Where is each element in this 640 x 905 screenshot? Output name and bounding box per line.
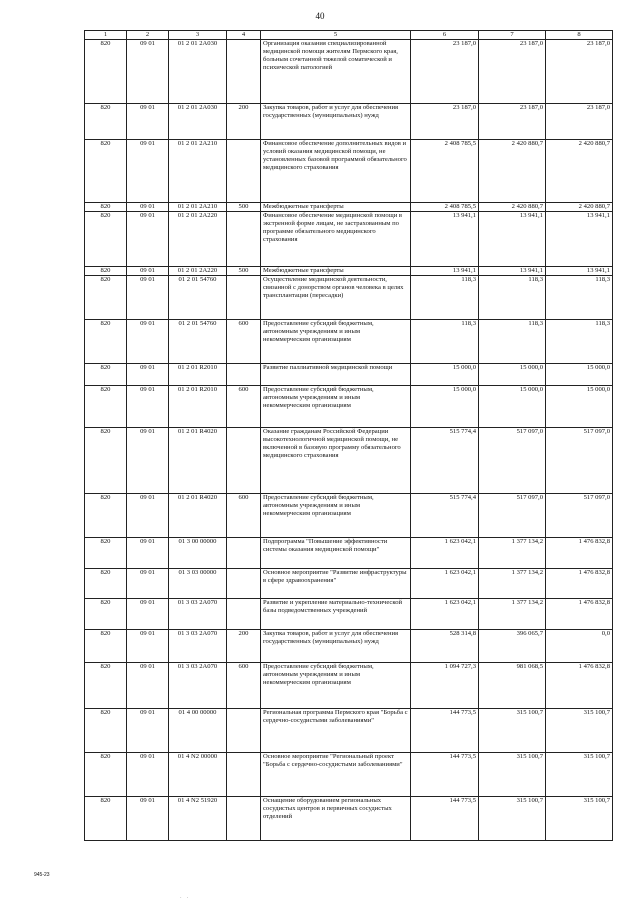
target-article-cell: 01 4 N2 00000 [169, 753, 227, 797]
amount-col8-cell: 23 187,0 [546, 104, 613, 140]
description-cell: Региональная программа Пермского края "Борьба с сердечно-сосудистыми заболеваниями" [261, 709, 411, 753]
table-row [85, 267, 613, 276]
amount-col7-cell: 1 377 134,2 [479, 538, 546, 569]
section-code-cell: 09 01 [127, 320, 169, 364]
footer-code: 945-23 [34, 872, 50, 878]
description-cell: Развитие паллиативной медицинской помощи [261, 364, 411, 386]
header-row [85, 31, 613, 40]
amount-col8-cell: 118,3 [546, 276, 613, 320]
column-header-7: 7 [479, 31, 546, 40]
description-cell: Предоставление субсидий бюджетным, автономным учреждениям и иным некоммерческим организациям [261, 386, 411, 428]
section-code-cell: 09 01 [127, 203, 169, 212]
expense-type-cell [227, 797, 261, 841]
target-article-cell: 01 3 00 00000 [169, 538, 227, 569]
description-cell: Организация оказания специализированной медицинской помощи жителям Пермского края, больным сочетанной тяжелой соматической и психической патологией [261, 40, 411, 104]
amount-col6-cell: 15 000,0 [411, 364, 479, 386]
ved-code-cell: 820 [85, 663, 127, 709]
amount-col6-cell: 2 408 785,5 [411, 203, 479, 212]
amount-col8-cell: 118,3 [546, 320, 613, 364]
target-article-cell: 01 2 01 54760 [169, 320, 227, 364]
budget-table [84, 30, 613, 841]
target-article-cell: 01 2 01 2A030 [169, 104, 227, 140]
description-cell: Развитие и укрепление материально-технической базы подведомственных учреждений [261, 599, 411, 630]
expense-type-cell [227, 599, 261, 630]
amount-col7-cell: 15 000,0 [479, 386, 546, 428]
ved-code-cell: 820 [85, 569, 127, 599]
amount-col8-cell: 15 000,0 [546, 386, 613, 428]
target-article-cell: 01 3 03 00000 [169, 569, 227, 599]
table-row [85, 599, 613, 630]
ved-code-cell: 820 [85, 267, 127, 276]
expense-type-cell [227, 212, 261, 267]
column-header-5: 5 [261, 31, 411, 40]
amount-col8-cell: 23 187,0 [546, 40, 613, 104]
ved-code-cell: 820 [85, 40, 127, 104]
section-code-cell: 09 01 [127, 104, 169, 140]
amount-col6-cell: 23 187,0 [411, 40, 479, 104]
expense-type-cell: 200 [227, 630, 261, 663]
amount-col7-cell: 13 941,1 [479, 212, 546, 267]
expense-type-cell: 500 [227, 203, 261, 212]
section-code-cell: 09 01 [127, 267, 169, 276]
section-code-cell: 09 01 [127, 212, 169, 267]
amount-col8-cell: 315 100,7 [546, 797, 613, 841]
amount-col6-cell: 144 773,5 [411, 753, 479, 797]
amount-col7-cell: 23 187,0 [479, 40, 546, 104]
amount-col8-cell: 1 476 832,8 [546, 663, 613, 709]
table-row [85, 569, 613, 599]
description-cell: Подпрограмма "Повышение эффективности системы оказания медицинской помощи" [261, 538, 411, 569]
target-article-cell: 01 3 03 2A070 [169, 663, 227, 709]
expense-type-cell: 200 [227, 104, 261, 140]
expense-type-cell [227, 140, 261, 203]
amount-col7-cell: 15 000,0 [479, 364, 546, 386]
column-header-1: 1 [85, 31, 127, 40]
expense-type-cell: 600 [227, 320, 261, 364]
table-row [85, 276, 613, 320]
amount-col8-cell: 2 420 880,7 [546, 203, 613, 212]
table-row [85, 203, 613, 212]
amount-col8-cell: 1 476 832,8 [546, 599, 613, 630]
amount-col8-cell: 2 420 880,7 [546, 140, 613, 203]
section-code-cell: 09 01 [127, 569, 169, 599]
section-code-cell: 09 01 [127, 753, 169, 797]
section-code-cell: 09 01 [127, 599, 169, 630]
ved-code-cell: 820 [85, 386, 127, 428]
amount-col7-cell: 315 100,7 [479, 797, 546, 841]
amount-col8-cell: 1 476 832,8 [546, 538, 613, 569]
column-header-3: 3 [169, 31, 227, 40]
column-header-2: 2 [127, 31, 169, 40]
ved-code-cell: 820 [85, 630, 127, 663]
scan-artifact: · · [180, 896, 191, 901]
table-row [85, 630, 613, 663]
description-cell: Основное мероприятие "Региональный проект "Борьба с сердечно-сосудистыми заболеваниями" [261, 753, 411, 797]
description-cell: Финансовое обеспечение дополнительных видов и условий оказания медицинской помощи, не установленных базовой программой обязательного медицинского страхования [261, 140, 411, 203]
ved-code-cell: 820 [85, 494, 127, 538]
amount-col6-cell: 1 623 042,1 [411, 538, 479, 569]
description-cell: Основное мероприятие "Развитие инфраструктуры в сфере здравоохранения" [261, 569, 411, 599]
amount-col7-cell: 1 377 134,2 [479, 599, 546, 630]
amount-col8-cell: 1 476 832,8 [546, 569, 613, 599]
target-article-cell: 01 2 01 2A220 [169, 267, 227, 276]
amount-col6-cell: 1 623 042,1 [411, 569, 479, 599]
table-row [85, 428, 613, 494]
ved-code-cell: 820 [85, 104, 127, 140]
description-cell: Предоставление субсидий бюджетным, автономным учреждениям и иным некоммерческим организациям [261, 494, 411, 538]
expense-type-cell [227, 276, 261, 320]
target-article-cell: 01 2 01 54760 [169, 276, 227, 320]
target-article-cell: 01 4 N2 51920 [169, 797, 227, 841]
amount-col7-cell: 1 377 134,2 [479, 569, 546, 599]
amount-col8-cell: 315 100,7 [546, 753, 613, 797]
table-row [85, 797, 613, 841]
table-row [85, 709, 613, 753]
expense-type-cell: 500 [227, 267, 261, 276]
table-row [85, 494, 613, 538]
expense-type-cell [227, 40, 261, 104]
amount-col7-cell: 2 420 880,7 [479, 203, 546, 212]
ved-code-cell: 820 [85, 212, 127, 267]
expense-type-cell [227, 753, 261, 797]
section-code-cell: 09 01 [127, 140, 169, 203]
target-article-cell: 01 3 03 2A070 [169, 599, 227, 630]
section-code-cell: 09 01 [127, 364, 169, 386]
amount-col7-cell: 118,3 [479, 276, 546, 320]
description-cell: Предоставление субсидий бюджетным, автономным учреждениям и иным некоммерческим организациям [261, 663, 411, 709]
amount-col8-cell: 517 097,0 [546, 494, 613, 538]
ved-code-cell: 820 [85, 203, 127, 212]
target-article-cell: 01 2 01 2A210 [169, 140, 227, 203]
table-row [85, 212, 613, 267]
target-article-cell: 01 2 01 R2010 [169, 364, 227, 386]
amount-col6-cell: 118,3 [411, 320, 479, 364]
amount-col8-cell: 13 941,1 [546, 267, 613, 276]
ved-code-cell: 820 [85, 753, 127, 797]
target-article-cell: 01 2 01 2A220 [169, 212, 227, 267]
target-article-cell: 01 4 00 00000 [169, 709, 227, 753]
amount-col6-cell: 1 623 042,1 [411, 599, 479, 630]
ved-code-cell: 820 [85, 709, 127, 753]
table-row [85, 663, 613, 709]
section-code-cell: 09 01 [127, 386, 169, 428]
ved-code-cell: 820 [85, 428, 127, 494]
amount-col8-cell: 517 097,0 [546, 428, 613, 494]
amount-col6-cell: 2 408 785,5 [411, 140, 479, 203]
target-article-cell: 01 3 03 2A070 [169, 630, 227, 663]
amount-col7-cell: 315 100,7 [479, 753, 546, 797]
ved-code-cell: 820 [85, 538, 127, 569]
ved-code-cell: 820 [85, 599, 127, 630]
description-cell: Закупка товаров, работ и услуг для обеспечения государственных (муниципальных) нужд [261, 104, 411, 140]
expense-type-cell: 600 [227, 386, 261, 428]
ved-code-cell: 820 [85, 797, 127, 841]
page-number: 40 [315, 11, 325, 21]
section-code-cell: 09 01 [127, 663, 169, 709]
target-article-cell: 01 2 01 2A210 [169, 203, 227, 212]
amount-col7-cell: 517 097,0 [479, 428, 546, 494]
amount-col6-cell: 23 187,0 [411, 104, 479, 140]
description-cell: Оснащение оборудованием региональных сосудистых центров и первичных сосудистых отделений [261, 797, 411, 841]
expense-type-cell [227, 364, 261, 386]
amount-col6-cell: 1 094 727,3 [411, 663, 479, 709]
description-cell: Межбюджетные трансферты [261, 203, 411, 212]
amount-col8-cell: 0,0 [546, 630, 613, 663]
expense-type-cell [227, 569, 261, 599]
expense-type-cell [227, 538, 261, 569]
table-row [85, 538, 613, 569]
column-header-8: 8 [546, 31, 613, 40]
amount-col6-cell: 118,3 [411, 276, 479, 320]
amount-col7-cell: 396 065,7 [479, 630, 546, 663]
description-cell: Межбюджетные трансферты [261, 267, 411, 276]
amount-col7-cell: 13 941,1 [479, 267, 546, 276]
section-code-cell: 09 01 [127, 797, 169, 841]
table-row [85, 753, 613, 797]
amount-col6-cell: 144 773,5 [411, 709, 479, 753]
amount-col7-cell: 315 100,7 [479, 709, 546, 753]
amount-col7-cell: 23 187,0 [479, 104, 546, 140]
expense-type-cell: 600 [227, 494, 261, 538]
expense-type-cell [227, 428, 261, 494]
table-row [85, 40, 613, 104]
section-code-cell: 09 01 [127, 428, 169, 494]
column-header-6: 6 [411, 31, 479, 40]
table-row [85, 386, 613, 428]
amount-col8-cell: 13 941,1 [546, 212, 613, 267]
ved-code-cell: 820 [85, 276, 127, 320]
amount-col6-cell: 15 000,0 [411, 386, 479, 428]
table-body [85, 40, 613, 841]
ved-code-cell: 820 [85, 320, 127, 364]
table-row [85, 140, 613, 203]
amount-col6-cell: 515 774,4 [411, 494, 479, 538]
section-code-cell: 09 01 [127, 494, 169, 538]
section-code-cell: 09 01 [127, 709, 169, 753]
section-code-cell: 09 01 [127, 538, 169, 569]
section-code-cell: 09 01 [127, 40, 169, 104]
target-article-cell: 01 2 01 R4020 [169, 494, 227, 538]
column-header-4: 4 [227, 31, 261, 40]
amount-col8-cell: 15 000,0 [546, 364, 613, 386]
target-article-cell: 01 2 01 R2010 [169, 386, 227, 428]
description-cell: Закупка товаров, работ и услуг для обеспечения государственных (муниципальных) нужд [261, 630, 411, 663]
expense-type-cell [227, 709, 261, 753]
expense-type-cell: 600 [227, 663, 261, 709]
amount-col6-cell: 528 314,8 [411, 630, 479, 663]
amount-col6-cell: 515 774,4 [411, 428, 479, 494]
amount-col8-cell: 315 100,7 [546, 709, 613, 753]
amount-col6-cell: 144 773,5 [411, 797, 479, 841]
section-code-cell: 09 01 [127, 630, 169, 663]
description-cell: Осуществление медицинской деятельности, связанной с донорством органов человека в целях трансплантации (пересадки) [261, 276, 411, 320]
table-row [85, 104, 613, 140]
description-cell: Предоставление субсидий бюджетным, автономным учреждениям и иным некоммерческим организациям [261, 320, 411, 364]
target-article-cell: 01 2 01 2A030 [169, 40, 227, 104]
ved-code-cell: 820 [85, 364, 127, 386]
amount-col7-cell: 118,3 [479, 320, 546, 364]
table-row [85, 364, 613, 386]
target-article-cell: 01 2 01 R4020 [169, 428, 227, 494]
amount-col6-cell: 13 941,1 [411, 267, 479, 276]
ved-code-cell: 820 [85, 140, 127, 203]
amount-col6-cell: 13 941,1 [411, 212, 479, 267]
description-cell: Финансовое обеспечение медицинской помощи в экстренной форме лицам, не застрахованным по программе обязательного медицинского страхования [261, 212, 411, 267]
amount-col7-cell: 2 420 880,7 [479, 140, 546, 203]
section-code-cell: 09 01 [127, 276, 169, 320]
amount-col7-cell: 981 068,5 [479, 663, 546, 709]
amount-col7-cell: 517 097,0 [479, 494, 546, 538]
table-row [85, 320, 613, 364]
description-cell: Оказание гражданам Российской Федерации высокотехнологичной медицинской помощи, не включенной в базовую программу обязательного медицинского страхования [261, 428, 411, 494]
